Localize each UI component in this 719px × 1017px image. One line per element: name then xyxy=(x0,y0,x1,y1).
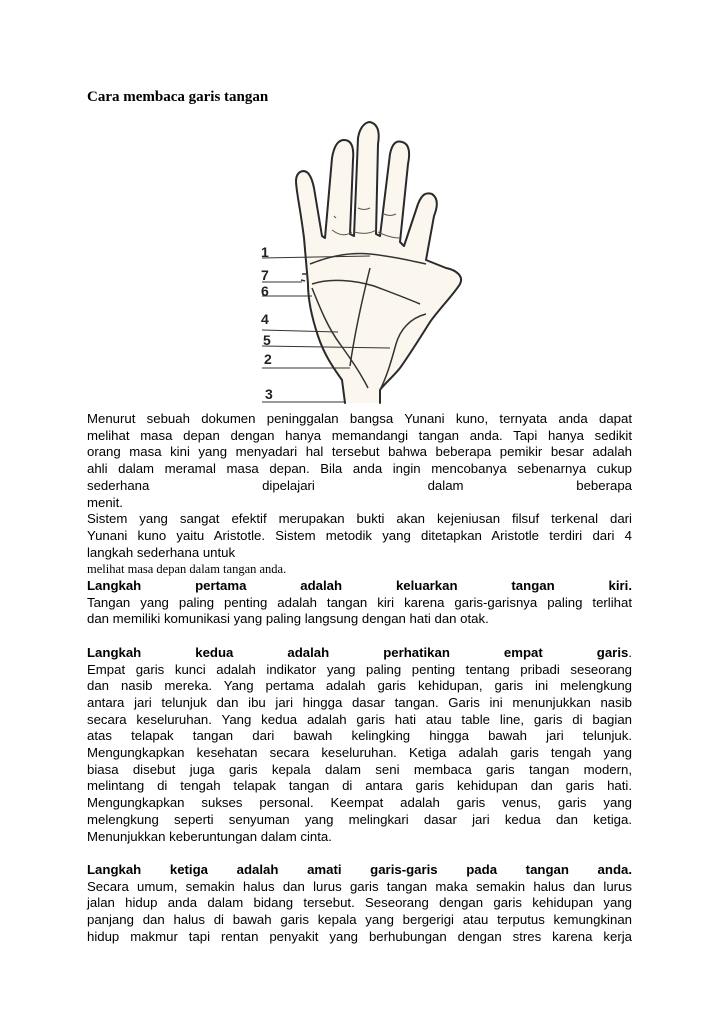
step2-heading xyxy=(87,645,632,662)
text-line: antara jari telunjuk dan ibu jari hingga dasar tangan. Garis ini menunjukkan nasib xyxy=(87,694,632,710)
step2-heading-text: Langkah kedua adalah perhatikan empat garis xyxy=(87,644,629,660)
text-line: biasa disebut juga garis kepala dalam seni membaca garis tangan modern, xyxy=(87,761,632,777)
text-line: secara keseluruhan. Yang kedua adalah garis hati atau table line, garis di bagian xyxy=(87,711,632,727)
serif-line: melihat masa depan dalam tangan anda. xyxy=(87,562,287,577)
hand-outline xyxy=(296,122,461,403)
text-line: langkah sederhana untuk xyxy=(87,544,236,560)
intro-paragraph xyxy=(87,411,632,945)
text-line: Mengungkapkan kesehatan secara keseluruhan. Ketiga adalah garis tengah yang xyxy=(87,745,632,761)
palm-diagram xyxy=(250,118,480,408)
text-line: melintang di tengah telapak tangan di antara garis kehidupan dan garis hati. xyxy=(87,778,632,794)
label-3: 3 xyxy=(265,386,273,402)
step3-heading: Langkah ketiga adalah amati garis-garis pada tangan anda. xyxy=(87,861,632,877)
text-line: panjang dan halus di bawah garis kepala yang bergerigi atau terputus kemungkinan xyxy=(87,912,632,928)
text-line: Menunjukkan keberuntungan dalam cinta. xyxy=(87,828,332,844)
text-line: hidup makmur tapi rentan penyakit yang berhubungan dengan stres karena kerja xyxy=(87,928,632,944)
text-line: orang masa kini yang menyadari hal tersebut bahwa beberapa pemikir besar adalah xyxy=(87,444,632,460)
text-line: jalan hidup anda dalam bidang tersebut. Seseorang dengan garis kehidupan yang xyxy=(87,895,632,911)
text-line: dan nasib mereka. Yang pertama adalah garis kehidupan, garis ini melengkung xyxy=(87,678,632,694)
text-line: Menurut sebuah dokumen peninggalan bangsa Yunani kuno, ternyata anda dapat xyxy=(87,411,632,426)
step1-heading: Langkah pertama adalah keluarkan tangan kiri. xyxy=(87,578,632,594)
label-4: 4 xyxy=(261,311,269,327)
text-line: atas telapak tangan dari bawah kelingking hingga bawah jari telunjuk. xyxy=(87,728,632,744)
label-6: 6 xyxy=(261,283,269,299)
text-line: ahli dalam meramal masa depan. Bila anda ingin mencobanya sebenarnya cukup xyxy=(87,461,632,477)
text-line: Secara umum, semakin halus dan lurus garis tangan maka semakin halus dan lurus xyxy=(87,878,632,894)
text-line: Mengungkapkan sukses personal. Keempat adalah garis venus, garis yang xyxy=(87,795,632,811)
label-7: 7 xyxy=(261,267,269,283)
text-line: Tangan yang paling penting adalah tangan kiri karena garis-garisnya paling terlihat xyxy=(87,594,632,610)
page-title: Cara membaca garis tangan xyxy=(87,89,269,105)
text-line: melengkung seperti senyuman yang melingkari dasar jari kedua dan ketiga. xyxy=(87,811,632,827)
label-5: 5 xyxy=(263,332,271,348)
label-2: 2 xyxy=(264,351,272,367)
text-line: sederhana dipelajari dalam beberapa menit. xyxy=(87,477,632,510)
step2-heading-tail: . xyxy=(628,644,632,660)
text-line: Empat garis kunci adalah indikator yang paling penting tentang pribadi seseorang xyxy=(87,661,632,677)
text-line: Yunani kuno yaitu Aristotle. Sistem metodik yang ditetapkan Aristotle terdiri dari 4 xyxy=(87,527,632,543)
text-line: Sistem yang sangat efektif merupakan bukti akan kejeniusan filsuf terkenal dari xyxy=(87,511,632,527)
label-1: 1 xyxy=(261,244,269,260)
text-line: melihat masa depan dengan hanya memandangi tangan anda. Tapi hanya sedikit xyxy=(87,427,632,443)
text-line: dan memiliki komunikasi yang paling langsung dengan hati dan otak. xyxy=(87,611,489,627)
